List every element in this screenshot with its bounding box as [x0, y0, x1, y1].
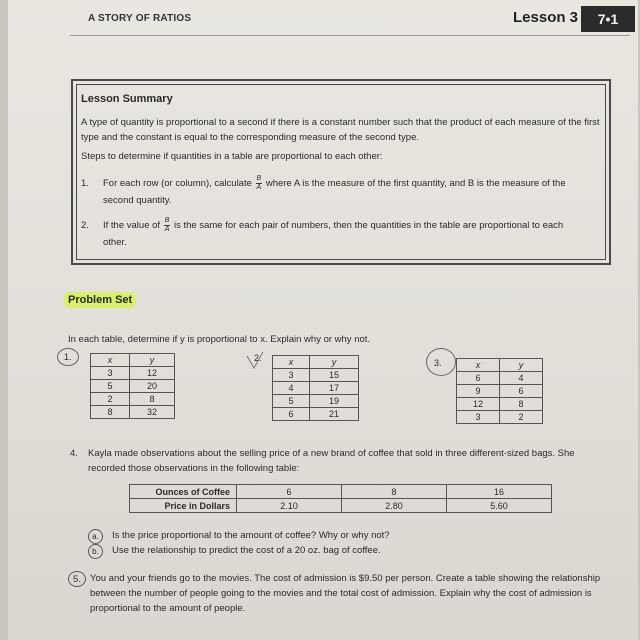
cell-x: 8 — [91, 406, 130, 419]
cell-x: 5 — [91, 380, 130, 393]
header-y: y — [310, 356, 359, 369]
header-x: x — [457, 359, 500, 372]
cell-x: 9 — [457, 385, 500, 398]
question-3-number: 3. — [434, 358, 442, 368]
summary-definition: A type of quantity is proportional to a second if there is a constant number such that the product of each measure of the first type and the constant is equal to the corresponding measure of the second type. — [81, 117, 600, 143]
row-label-ounces: Ounces of Coffee — [130, 485, 237, 499]
header-y: y — [500, 359, 543, 372]
problem-set-instruction: In each table, determine if y is proportional to x. Explain why or why not. — [68, 334, 371, 345]
cell-y: 12 — [130, 367, 175, 380]
table-question-3 — [456, 358, 543, 424]
cell-x: 3 — [457, 411, 500, 424]
question-4-number: 4. — [70, 448, 78, 459]
coffee-price-table — [129, 484, 552, 513]
cell-y: 8 — [500, 398, 543, 411]
problem-set-title: Problem Set — [64, 292, 136, 308]
question-4b-label: b. — [88, 544, 103, 559]
question-5-number: 5. — [68, 571, 86, 587]
fraction-b-over-a: $\frac{B}{A}$ — [164, 217, 170, 233]
cell-x: 6 — [273, 408, 310, 421]
cell-y: 8 — [130, 393, 175, 406]
summary-step-1 — [81, 175, 601, 209]
cell-price: 2.10 — [237, 499, 342, 513]
lesson-label: Lesson 3 — [513, 9, 579, 26]
cell-x: 12 — [457, 398, 500, 411]
cell-ounces: 16 — [447, 485, 552, 499]
summary-step-2 — [81, 217, 601, 251]
cell-x: 3 — [273, 369, 310, 382]
step-text: For each row (or column), calculate $\frac{B}{A}$ where A is the measure of the first quantity, and B is the measure of the second quantity. — [103, 175, 566, 207]
cell-y: 32 — [130, 406, 175, 419]
question-5-text: You and your friends go to the movies. The cost of admission is $9.50 per person. Create a table showing the relationship between the number of people going to the movies and the total cost of admission. Explain why the cost of admission is proportional to the amount of people. — [90, 573, 601, 614]
cell-price: 5.60 — [447, 499, 552, 513]
question-4b-text: Use the relationship to predict the cost of a 20 oz. bag of coffee. — [112, 545, 381, 556]
header-divider — [70, 35, 630, 36]
cell-y: 6 — [500, 385, 543, 398]
cell-y: 4 — [500, 372, 543, 385]
worksheet-page — [8, 0, 638, 640]
header-y: y — [130, 354, 175, 367]
cell-x: 4 — [273, 382, 310, 395]
cell-ounces: 6 — [237, 485, 342, 499]
question-4-text: Kayla made observations about the selling price of a new brand of coffee that sold in three different-sized bags. She recorded those observations in the following table: — [88, 448, 575, 474]
cell-x: 2 — [91, 393, 130, 406]
step-number: 1. — [81, 178, 89, 189]
step-text: If the value of $\frac{B}{A}$ is the same for each pair of numbers, then the quantities in the table are proportional to each other. — [103, 217, 564, 249]
question-1-number: 1. — [64, 352, 72, 362]
summary-title: Lesson Summary — [81, 93, 173, 105]
cell-price: 2.80 — [342, 499, 447, 513]
question-4a-label: a. — [88, 529, 103, 544]
step-number: 2. — [81, 220, 89, 231]
summary-steps-intro: Steps to determine if quantities in a table are proportional to each other: — [81, 151, 383, 162]
cell-y: 21 — [310, 408, 359, 421]
cell-y: 17 — [310, 382, 359, 395]
lesson-badge: 7•1 — [581, 6, 635, 32]
question-4a-text: Is the price proportional to the amount of coffee? Why or why not? — [112, 530, 390, 541]
lesson-summary-box — [71, 79, 611, 265]
row-label-price: Price in Dollars — [130, 499, 237, 513]
question-2-number: 2. — [254, 353, 262, 363]
cell-ounces: 8 — [342, 485, 447, 499]
cell-y: 19 — [310, 395, 359, 408]
table-question-1 — [90, 353, 175, 419]
cell-x: 3 — [91, 367, 130, 380]
cell-y: 15 — [310, 369, 359, 382]
cell-y: 2 — [500, 411, 543, 424]
series-title: A STORY OF RATIOS — [88, 13, 192, 24]
table-question-2 — [272, 355, 359, 421]
fraction-b-over-a: $\frac{B}{A}$ — [256, 175, 262, 191]
cell-x: 6 — [457, 372, 500, 385]
header-x: x — [91, 354, 130, 367]
cell-x: 5 — [273, 395, 310, 408]
header-x: x — [273, 356, 310, 369]
cell-y: 20 — [130, 380, 175, 393]
